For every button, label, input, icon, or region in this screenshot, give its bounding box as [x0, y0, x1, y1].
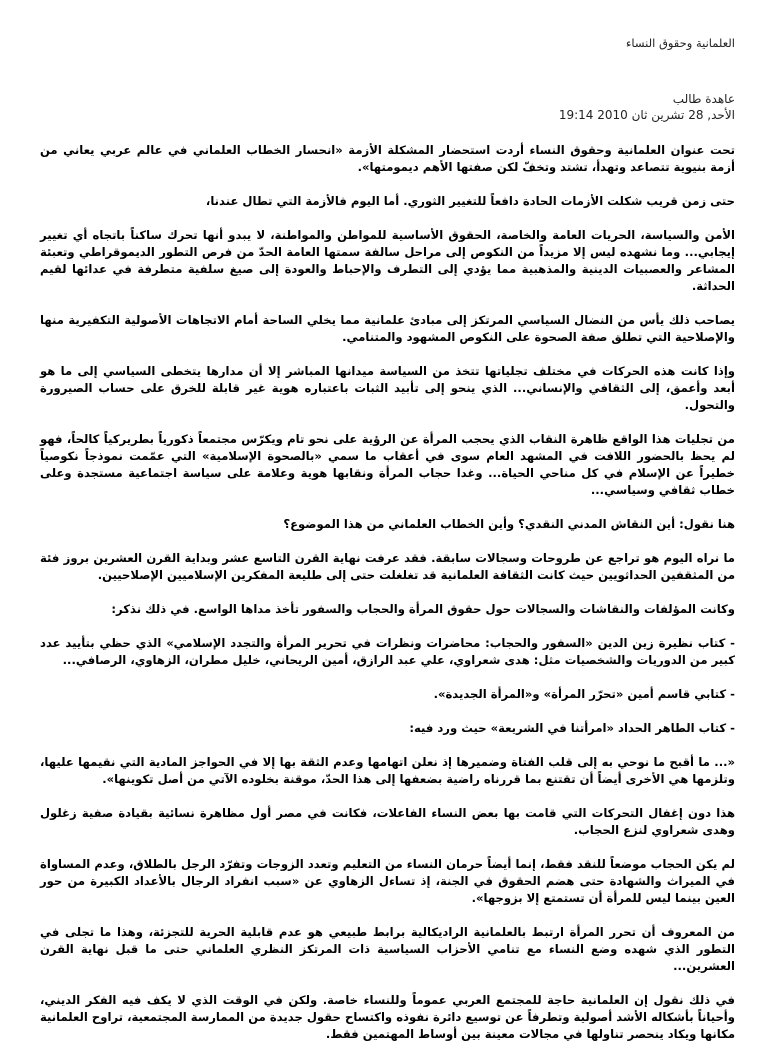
paragraph-2: حتى زمن قريب شكلت الأزمات الحادة دافعاً للتغيير الثوري. أما اليوم فالأزمة التي تطال عندنا، [205, 194, 735, 208]
paragraph-11: - كتابي قاسم أمين «تحرّر المرأة» و«المرأة الجديدة». [433, 687, 735, 701]
paragraph-14: هذا دون إغفال التحركات التي قامت بها بعض النساء الفاعلات، فكانت في مصر أول مظاهرة نسائية بقيادة صفية زغلول وهدى شعراوي لنزع الحجاب. [40, 806, 735, 837]
article-body [40, 142, 735, 1060]
paragraph-10: - كتاب نظيرة زين الدين «السفور والحجاب: محاضرات ونظرات في تحرير المرأة والتجدد الإسلامي» الذي حظي بتأييد عدد كبير من الدوريات والشخصيات مثل: هدى شعراوي، علي عبد الرازق، أمين الريحاني، خليل مطران، الزهاوي، الرصافي... [40, 636, 735, 667]
author-name: عاهدة طالب [672, 92, 735, 106]
paragraph-16: من المعروف أن تحرر المرأة ارتبط بالعلمانية الراديكالية برابط طبيعي هو عدم قابلية الحرية للتجزئة، وهذا ما تجلى في التطور الذي شهده وضع النساء مع تنامي الأحزاب السياسية ذات المرتكز النظري العلماني حتى ما قبل نهاية القرن العشرين... [40, 925, 735, 973]
paragraph-4: يصاحب ذلك يأس من النضال السياسي المرتكز إلى مبادئ علمانية مما يخلي الساحة أمام الاتجاهات الأصولية التكفيرية منها والإصلاحية التي تطلق صفة الصحوة على النكوص المشهود والمتنامي. [40, 313, 735, 344]
paragraph-13: «... ما أقبح ما نوحي به إلى قلب الفتاة وضميرها إذ نعلن اتهامها وعدم الثقة بها إلا في الحواجز المادية التي نقيمها عليها، وتلزمها هي الأخرى أيضاً أن تقتنع بما قررناه راضية بضعفها إلى هذا الحدّ، موقنة بخلوده الآتي من أصل تكوينها». [40, 755, 735, 786]
paragraph-1: تحت عنوان العلمانية وحقوق النساء أردت استحضار المشكلة الأزمة «انحسار الخطاب العلماني في عالم عربي يعاني من أزمة بنيوية تتصاعد وتهدأ، تشتد وتخفّ لكن صفتها الأهم ديمومتها». [40, 143, 735, 174]
paragraph-15: لم يكن الحجاب موضعاً للنقد فقط، إنما أيضاً حرمان النساء من التعليم وتعدد الزوجات وتفرّد الرجل بالطلاق، وعدم المساواة في الميراث والشهادة حتى هضم الحقوق في الجنة، إذ تساءل الزهاوي عن «سبب انفراد الرجال بالأعداد الكبيرة من حور العين بينما ليس للمرأة أن تستمتع إلا بزوجها». [40, 857, 735, 905]
paragraph-8: ما نراه اليوم هو تراجع عن طروحات وسجالات سابقة. فقد عرفت نهاية القرن التاسع عشر وبداية القرن العشرين بروز فئة من المثقفين الحداثويين حيث كانت الثقافة العلمانية قد تغلغلت حتى إلى طليعة المفكرين الإسلاميين الإصلاحيين. [40, 551, 735, 582]
paragraph-9: وكانت المؤلفات والنقاشات والسجالات حول حقوق المرأة والحجاب والسفور تأخذ مداها الواسع. في ذلك نذكر: [111, 602, 735, 616]
publish-date: الأحد, 28 تشرين ثان 2010 19:14 [558, 108, 735, 122]
paragraph-5: وإذا كانت هذه الحركات في مختلف تجلياتها تتخذ من السياسة ميدانها المباشر إلا أن مدارها يتخطى السياسي إلى ما هو أبعد وأعمق، إلى الثقافي والإنساني... الذي ينحو إلى تأبيد الثبات باعتباره هوية غير قابلة للخرق على حساب الصيرورة والتحول. [40, 364, 735, 412]
page-header-title: العلمانية وحقوق النساء [625, 36, 735, 50]
paragraph-12: - كتاب الطاهر الحداد «امرأتنا في الشريعة» حيث ورد فيه: [409, 721, 735, 735]
paragraph-6: من تجليات هذا الواقع ظاهرة النقاب الذي يحجب المرأة عن الرؤية على نحو تام ويكرّس مجتمعاً ذكورياً بطريركياً كالحاً، فهو لم يحظ بالحضور اللافت في المشهد العام سوى في أعقاب ما سمي «بالصحوة الإسلامية» التي عمّمت نموذجاً نكوصياً خطيراً عن الإسلام في كل مناحي الحياة... وغدا حجاب المرأة ونقابها هوية وعلامة على سياسة اجتماعية مستجدة وعلى خطاب ثقافي وسياسي... [40, 432, 735, 497]
paragraph-3: الأمن والسياسة، الحريات العامة والخاصة، الحقوق الأساسية للمواطن والمواطنة، لا يبدو أنها تحرك ساكناً باتجاه أي تغيير إيجابي... وما نشهده ليس إلا مزيداً من النكوص إلى مراحل سالفة سمتها العامة الحدّ من فرص التطور الديموقراطي وتعبئة المشاعر والعصبيات الدينية والمذهبية مما يؤدي إلى التطرف والإحباط والعودة إلى صيغ سلفية متطرفة في عدائها لقيم الحداثة. [40, 228, 735, 293]
paragraph-17: في ذلك نقول إن العلمانية حاجة للمجتمع العربي عموماً وللنساء خاصة. ولكن في الوقت الذي لا يكف فيه الفكر الديني، وأحياناً بأشكاله الأشد أصولية وتطرفاً عن توسيع دائرة نفوذه واكتساح حقول جديدة من الممارسة المجتمعية، تراوح العلمانية مكانها ويكاد ينحصر تناولها في مجالات معينة بين أوساط المهتمين فقط. [40, 993, 735, 1041]
paragraph-7: هنا نقول: أين النقاش المدني النقدي؟ وأين الخطاب العلماني من هذا الموضوع؟ [283, 517, 735, 531]
